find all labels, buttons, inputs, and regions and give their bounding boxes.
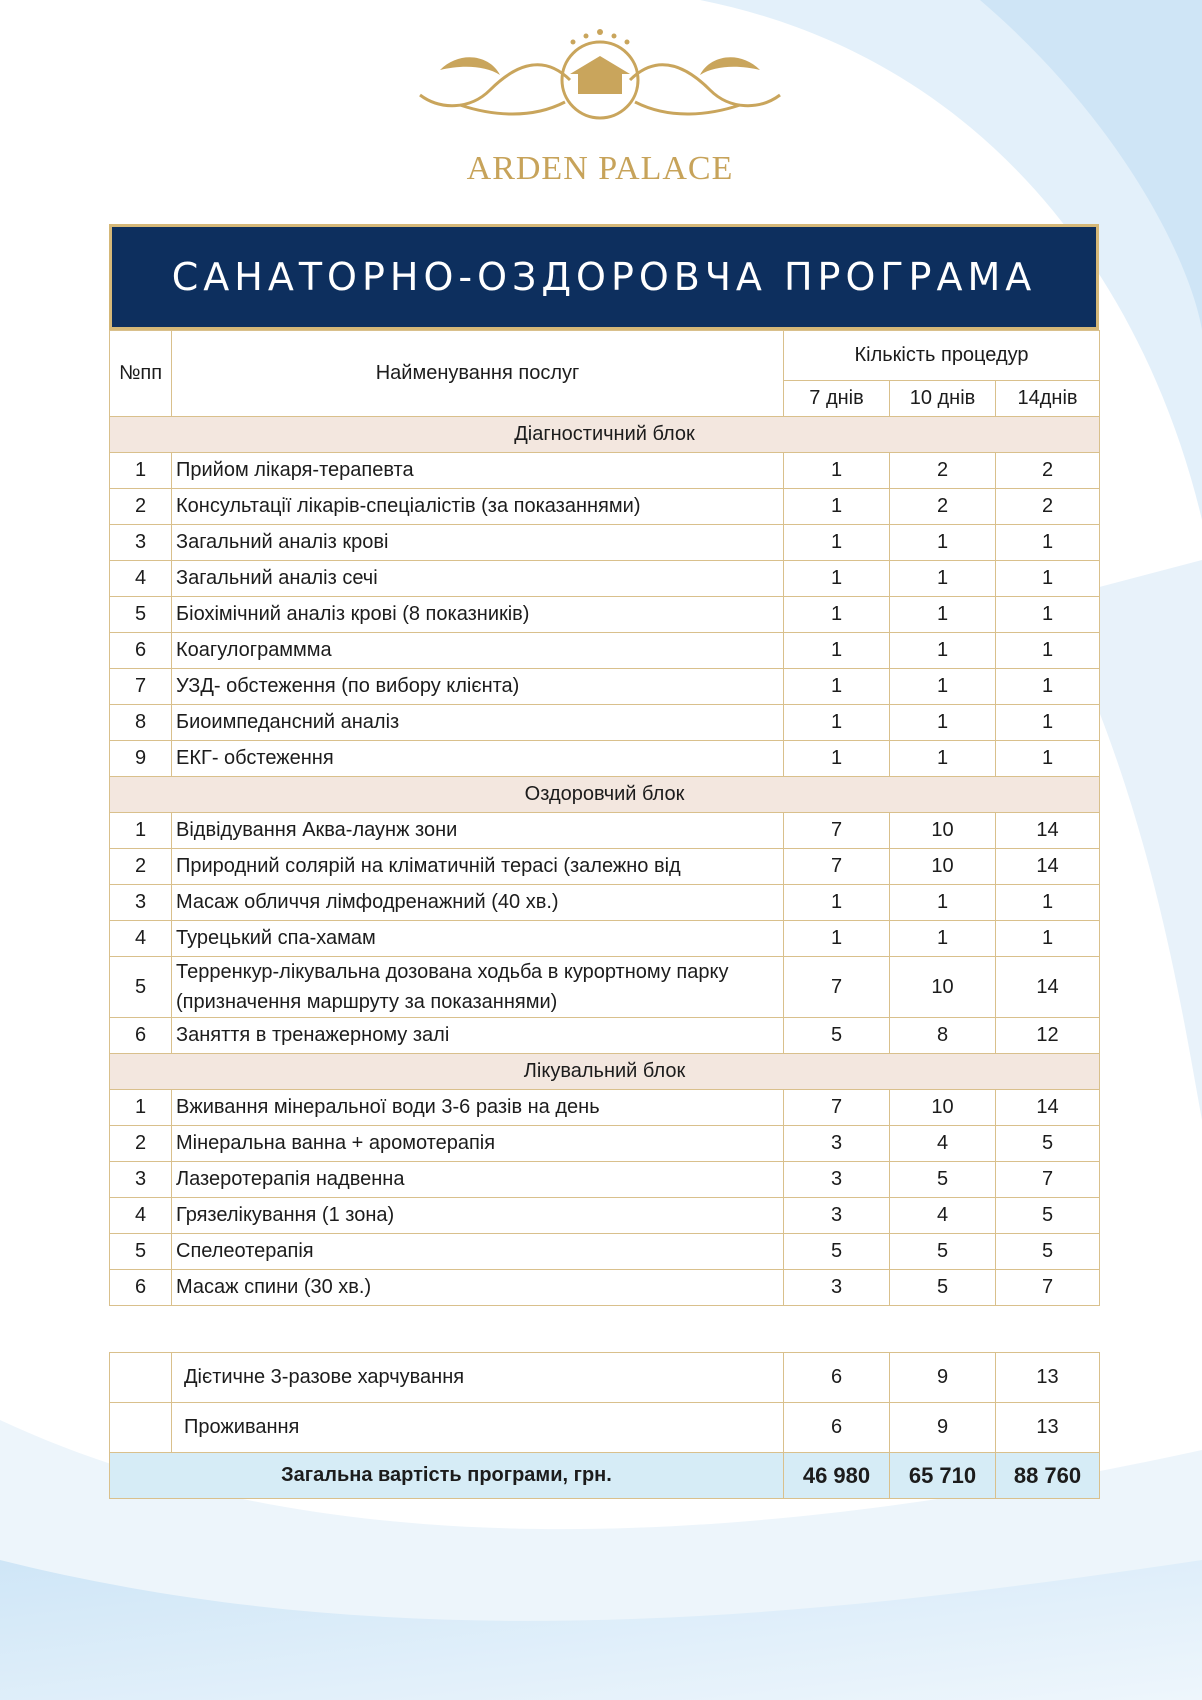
count-10-days: 1 [890, 741, 996, 777]
row-number: 5 [110, 957, 172, 1018]
service-name: Прийом лікаря-терапевта [172, 453, 784, 489]
count-10-days: 5 [890, 1270, 996, 1306]
table-row [110, 813, 1100, 849]
service-name: УЗД- обстеження (по вибору клієнта) [172, 669, 784, 705]
count-7-days: 1 [784, 741, 890, 777]
header-14-days: 14днів [996, 381, 1100, 417]
service-name: Загальний аналіз крові [172, 525, 784, 561]
program-panel [109, 224, 1099, 1499]
table-row [110, 849, 1100, 885]
total-14-days: 88 760 [996, 1453, 1100, 1499]
count-7-days: 3 [784, 1198, 890, 1234]
count-14-days: 5 [996, 1126, 1100, 1162]
row-number: 3 [110, 525, 172, 561]
extra-10-days: 9 [890, 1403, 996, 1453]
row-number: 6 [110, 633, 172, 669]
extra-14-days: 13 [996, 1353, 1100, 1403]
total-7-days: 46 980 [784, 1453, 890, 1499]
count-7-days: 1 [784, 489, 890, 525]
row-number: 2 [110, 1126, 172, 1162]
count-14-days: 14 [996, 849, 1100, 885]
count-14-days: 1 [996, 597, 1100, 633]
table-row [110, 1234, 1100, 1270]
table-header-row [110, 331, 1100, 381]
service-name: Масаж спини (30 хв.) [172, 1270, 784, 1306]
section-title: Лікувальний блок [110, 1054, 1100, 1090]
table-row [110, 957, 1100, 1018]
service-name: Спелеотерапія [172, 1234, 784, 1270]
count-7-days: 3 [784, 1126, 890, 1162]
title-bar [109, 224, 1099, 330]
extra-name: Проживання [172, 1403, 784, 1453]
table-row [110, 561, 1100, 597]
count-14-days: 1 [996, 705, 1100, 741]
row-number: 2 [110, 849, 172, 885]
table-row [110, 1018, 1100, 1054]
section-row [110, 1054, 1100, 1090]
count-14-days: 1 [996, 921, 1100, 957]
table-row [110, 669, 1100, 705]
service-name: Турецький спа-хамам [172, 921, 784, 957]
count-10-days: 2 [890, 489, 996, 525]
service-name: Терренкур-лікувальна дозована ходьба в курортному парку (призначення маршруту за показаннями) [172, 957, 784, 1018]
count-10-days: 10 [890, 957, 996, 1018]
count-7-days: 7 [784, 849, 890, 885]
service-name: Коагулограммма [172, 633, 784, 669]
count-10-days: 1 [890, 597, 996, 633]
count-7-days: 7 [784, 1090, 890, 1126]
service-name: Консультації лікарів-спеціалістів (за показаннями) [172, 489, 784, 525]
page-title: САНАТОРНО-ОЗДОРОВЧА ПРОГРАМА [171, 255, 1037, 299]
row-number: 6 [110, 1018, 172, 1054]
section-title: Діагностичний блок [110, 417, 1100, 453]
count-14-days: 7 [996, 1270, 1100, 1306]
count-10-days: 8 [890, 1018, 996, 1054]
header-name: Найменування послуг [172, 331, 784, 417]
section-title: Оздоровчий блок [110, 777, 1100, 813]
service-name: Природний солярій на кліматичній терасі (залежно від [172, 849, 784, 885]
count-7-days: 1 [784, 633, 890, 669]
table-row [110, 1162, 1100, 1198]
count-7-days: 1 [784, 597, 890, 633]
service-name: Відвідування Аква-лаунж зони [172, 813, 784, 849]
row-number: 1 [110, 453, 172, 489]
count-7-days: 5 [784, 1234, 890, 1270]
row-number: 1 [110, 1090, 172, 1126]
service-name: Грязелікування (1 зона) [172, 1198, 784, 1234]
count-14-days: 1 [996, 741, 1100, 777]
count-10-days: 10 [890, 849, 996, 885]
row-number: 5 [110, 1234, 172, 1270]
row-number: 4 [110, 1198, 172, 1234]
header-num: №пп [110, 331, 172, 417]
count-7-days: 5 [784, 1018, 890, 1054]
row-number: 9 [110, 741, 172, 777]
extras-table [109, 1352, 1100, 1499]
count-10-days: 4 [890, 1126, 996, 1162]
service-name: Биоимпедансний аналіз [172, 705, 784, 741]
table-row [110, 525, 1100, 561]
count-7-days: 1 [784, 885, 890, 921]
extra-7-days: 6 [784, 1403, 890, 1453]
extra-row [110, 1403, 1100, 1453]
table-row [110, 1090, 1100, 1126]
extra-14-days: 13 [996, 1403, 1100, 1453]
header-7-days: 7 днів [784, 381, 890, 417]
service-name: Лазеротерапія надвенна [172, 1162, 784, 1198]
service-name: Біохімічний аналіз крові (8 показників) [172, 597, 784, 633]
count-7-days: 1 [784, 669, 890, 705]
service-name: Загальний аналіз сечі [172, 561, 784, 597]
count-14-days: 1 [996, 633, 1100, 669]
count-10-days: 2 [890, 453, 996, 489]
row-number: 4 [110, 561, 172, 597]
count-7-days: 1 [784, 561, 890, 597]
count-14-days: 14 [996, 1090, 1100, 1126]
count-7-days: 3 [784, 1162, 890, 1198]
count-10-days: 1 [890, 633, 996, 669]
crown-ornament-icon [400, 10, 800, 150]
table-row [110, 597, 1100, 633]
header-qty: Кількість процедур [784, 331, 1100, 381]
count-7-days: 1 [784, 525, 890, 561]
procedures-table [109, 330, 1100, 1306]
row-number: 4 [110, 921, 172, 957]
table-row [110, 1198, 1100, 1234]
service-name: ЕКГ- обстеження [172, 741, 784, 777]
hotel-logo [400, 10, 800, 200]
table-row [110, 453, 1100, 489]
total-label: Загальна вартість програми, грн. [110, 1453, 784, 1499]
count-10-days: 1 [890, 525, 996, 561]
section-row [110, 777, 1100, 813]
row-number: 2 [110, 489, 172, 525]
count-14-days: 2 [996, 489, 1100, 525]
table-row [110, 489, 1100, 525]
row-number: 7 [110, 669, 172, 705]
count-10-days: 5 [890, 1234, 996, 1270]
count-10-days: 10 [890, 813, 996, 849]
total-10-days: 65 710 [890, 1453, 996, 1499]
extra-row [110, 1353, 1100, 1403]
row-number: 8 [110, 705, 172, 741]
row-number: 6 [110, 1270, 172, 1306]
row-number: 5 [110, 597, 172, 633]
count-14-days: 5 [996, 1198, 1100, 1234]
table-row [110, 885, 1100, 921]
service-name: Масаж обличчя лімфодренажний (40 хв.) [172, 885, 784, 921]
logo-text: ARDEN PALACE [466, 150, 734, 187]
count-14-days: 1 [996, 525, 1100, 561]
table-row [110, 1270, 1100, 1306]
row-number: 3 [110, 885, 172, 921]
count-14-days: 1 [996, 669, 1100, 705]
count-10-days: 1 [890, 885, 996, 921]
count-14-days: 12 [996, 1018, 1100, 1054]
count-14-days: 14 [996, 813, 1100, 849]
extra-7-days: 6 [784, 1353, 890, 1403]
count-10-days: 1 [890, 921, 996, 957]
count-7-days: 1 [784, 705, 890, 741]
total-row [110, 1453, 1100, 1499]
count-10-days: 1 [890, 669, 996, 705]
count-14-days: 5 [996, 1234, 1100, 1270]
service-name: Вживання мінеральної води 3-6 разів на день [172, 1090, 784, 1126]
count-7-days: 7 [784, 813, 890, 849]
count-10-days: 1 [890, 705, 996, 741]
header-10-days: 10 днів [890, 381, 996, 417]
count-10-days: 10 [890, 1090, 996, 1126]
extra-blank [110, 1353, 172, 1403]
count-10-days: 5 [890, 1162, 996, 1198]
table-row [110, 633, 1100, 669]
count-10-days: 4 [890, 1198, 996, 1234]
table-row [110, 741, 1100, 777]
count-7-days: 1 [784, 921, 890, 957]
extra-blank [110, 1403, 172, 1453]
table-row [110, 1126, 1100, 1162]
service-name: Мінеральна ванна + аромотерапія [172, 1126, 784, 1162]
count-7-days: 1 [784, 453, 890, 489]
count-14-days: 2 [996, 453, 1100, 489]
count-14-days: 1 [996, 885, 1100, 921]
count-14-days: 1 [996, 561, 1100, 597]
service-name: Заняття в тренажерному залі [172, 1018, 784, 1054]
table-row [110, 705, 1100, 741]
row-number: 3 [110, 1162, 172, 1198]
count-10-days: 1 [890, 561, 996, 597]
count-7-days: 3 [784, 1270, 890, 1306]
extra-name: Дієтичне 3-разове харчування [172, 1353, 784, 1403]
count-14-days: 14 [996, 957, 1100, 1018]
extra-10-days: 9 [890, 1353, 996, 1403]
table-row [110, 921, 1100, 957]
row-number: 1 [110, 813, 172, 849]
count-14-days: 7 [996, 1162, 1100, 1198]
count-7-days: 7 [784, 957, 890, 1018]
section-row [110, 417, 1100, 453]
